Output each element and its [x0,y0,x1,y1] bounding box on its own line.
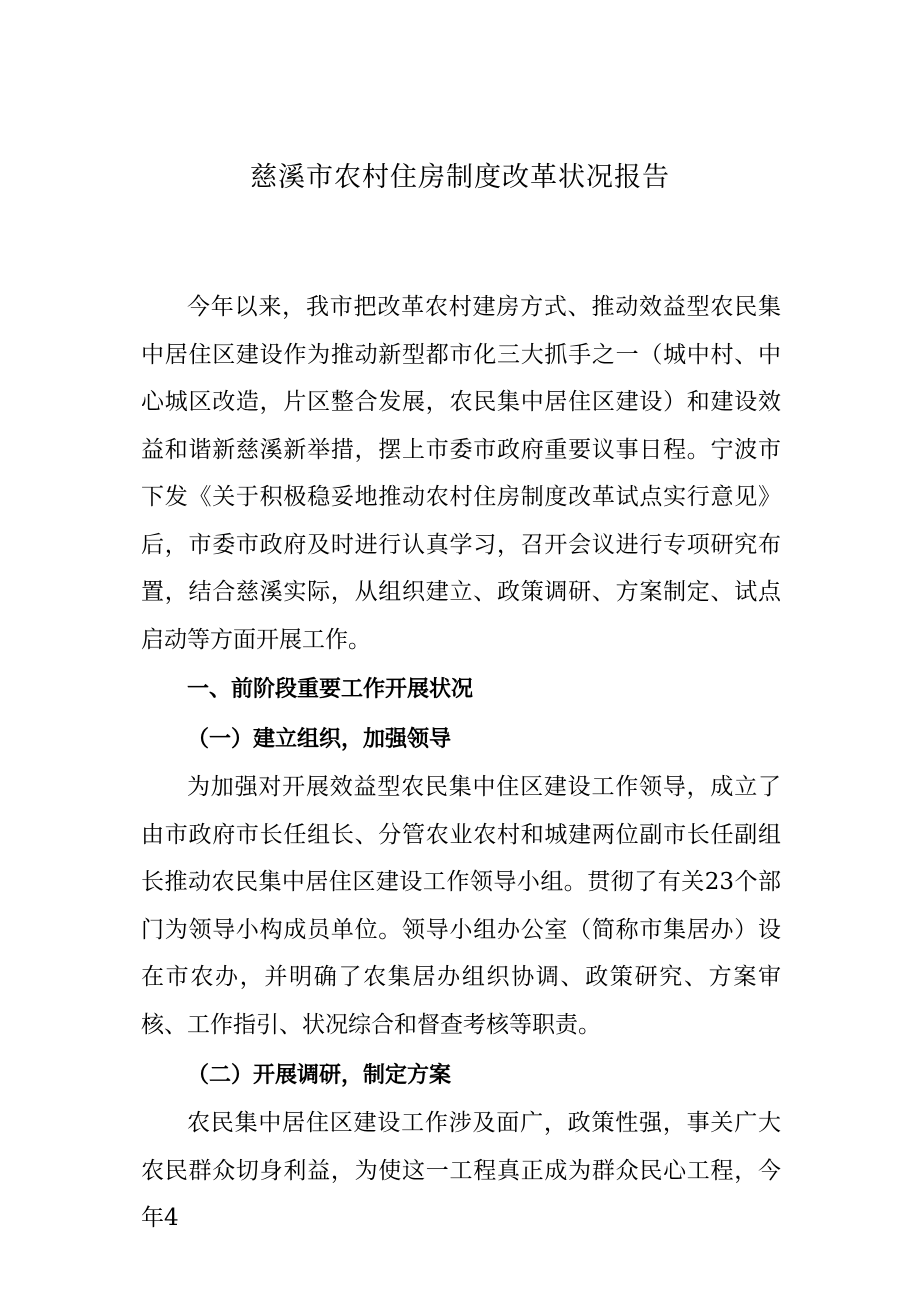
document-title: 慈溪市农村住房制度改革状况报告 [250,162,670,193]
subsection-1-paragraph: 为加强对开展效益型农民集中住区建设工作领导，成立了由市政府市长任组长、分管农业农村和城建两位副市长任副组长推动农民集中居住区建设工作领导小组。贯彻了有关23个部门为领导小构成员单位。领导小组办公室（简称市集居办）设在市农办，并明确了农集居办组织协调、政策研究、方案审核、工作指引、状况综合和督查考核等职责。 [141,774,781,1038]
intro-paragraph: 今年以来，我市把改革农村建房方式、推动效益型农民集中居住区建设作为推动新型都市化三大抓手之一（城中村、中心城区改造，片区整合发展，农民集中居住区建设）和建设效益和谐新慈溪新举措，摆上市委市政府重要议事日程。宁波市下发《关于积极稳妥地推动农村住房制度改革试点实行意见》后，市委市政府及时进行认真学习，召开会议进行专项研究布置，结合慈溪实际，从组织建立、政策调研、方案制定、试点启动等方面开展工作。 [141,294,781,653]
section-heading-1: 一、前阶段重要工作开展状况 [187,677,474,702]
subsection-heading-2: （二）开展调研，制定方案 [187,1063,452,1088]
subsection-2-paragraph: 农民集中居住区建设工作涉及面广，政策性强，事关广大农民群众切身利益，为使这一工程真正成为群众民心工程，今年4 [141,1110,781,1231]
subsection-heading-1: （一）建立组织，加强领导 [187,727,452,752]
